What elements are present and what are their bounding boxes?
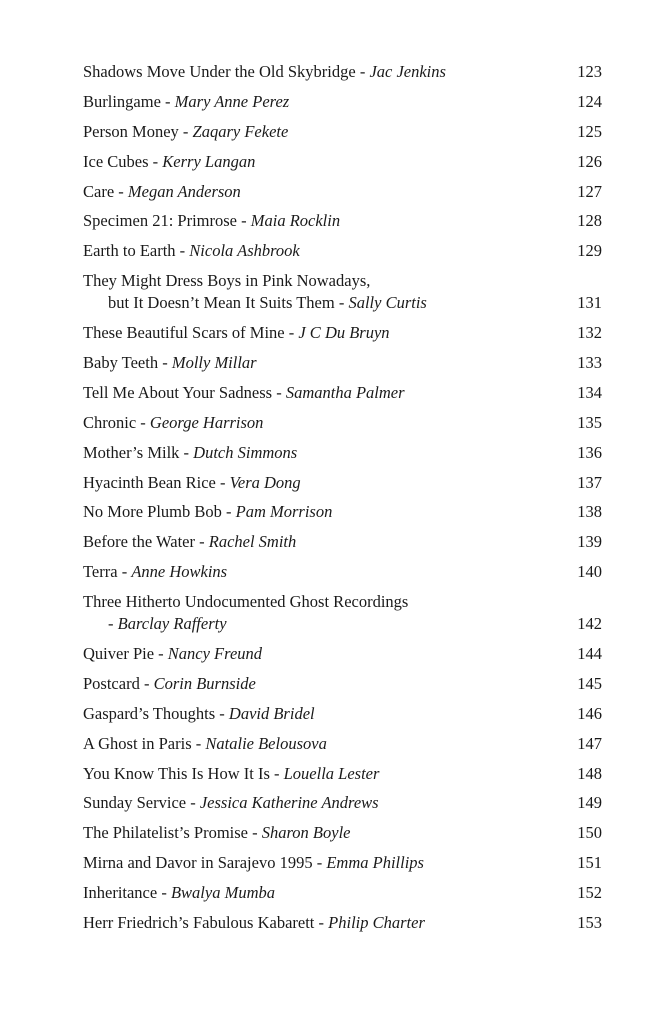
toc-entry-line	[83, 561, 602, 583]
toc-entry-separator: -	[154, 644, 168, 664]
toc-entry	[83, 151, 602, 173]
toc-entry-author: Sharon Boyle	[261, 823, 351, 843]
toc-entry-author: Natalie Belousova	[205, 733, 327, 753]
toc-entry-separator: -	[236, 211, 251, 231]
toc-entry-title: Baby Teeth	[83, 353, 159, 373]
toc-entry-page-number: 132	[577, 323, 602, 343]
toc-entry-page-number: 135	[577, 412, 602, 432]
toc-entry	[83, 121, 602, 143]
toc-entry-line	[83, 763, 602, 785]
toc-entry-author: Megan Anderson	[127, 181, 241, 201]
toc-entry-line	[83, 792, 602, 814]
toc-entry-separator: -	[158, 353, 172, 373]
toc-entry-separator: -	[215, 472, 230, 492]
toc-entry-author: Zaqary Fekete	[192, 121, 289, 141]
toc-entry-author: Nancy Freund	[167, 644, 263, 664]
toc-entry	[83, 763, 602, 785]
toc-entry-separator: -	[157, 883, 171, 903]
toc-entry-author: Maia Rocklin	[250, 211, 341, 231]
toc-entry-separator: -	[175, 241, 190, 261]
toc-entry-title: Ice Cubes	[83, 151, 149, 171]
toc-entry-separator: -	[191, 733, 206, 753]
toc-entry	[83, 733, 602, 755]
toc-entry-line-continued	[83, 613, 602, 635]
toc-entry-page-number: 133	[577, 353, 602, 373]
toc-entry	[83, 412, 602, 434]
toc-entry	[83, 322, 602, 344]
toc-entry-page-number: 136	[577, 442, 602, 462]
toc-entry-title: Three Hitherto Undocumented Ghost Recordings	[83, 592, 409, 612]
toc-entry-page-number: 123	[577, 62, 602, 81]
toc-entry	[83, 270, 602, 314]
toc-entry-title: Specimen 21: Primrose	[83, 211, 237, 231]
toc-entry-line	[83, 852, 602, 874]
toc-entry	[83, 61, 602, 83]
toc-entry-author: Molly Millar	[171, 353, 257, 373]
toc-entry-author: Jac Jenkins	[369, 62, 446, 81]
toc-entry-separator: -	[272, 382, 286, 402]
toc-entry-page-number: 134	[577, 382, 602, 402]
toc-entry	[83, 822, 602, 844]
toc-entry-title: Earth to Earth	[83, 241, 176, 261]
toc-entry-title: Care	[83, 181, 115, 201]
toc-entry-line-continued	[83, 292, 602, 314]
toc-entry-line	[83, 703, 602, 725]
toc-entry-author: Sally Curtis	[348, 293, 427, 313]
toc-entry	[83, 703, 602, 725]
toc-entry-title: You Know This Is How It Is	[83, 763, 270, 783]
toc-entry-line	[83, 121, 602, 143]
toc-entry-page-number: 145	[577, 673, 602, 693]
toc-entry-author: Corin Burnside	[153, 673, 256, 693]
toc-entry	[83, 501, 602, 523]
toc-entry-page-number: 128	[577, 211, 602, 231]
toc-entry-line	[83, 912, 602, 934]
toc-entry-title: Inheritance	[83, 883, 158, 903]
toc-entry-separator: -	[194, 532, 209, 552]
toc-entry-page-number: 153	[577, 913, 602, 933]
toc-entry-separator: -	[148, 151, 163, 171]
toc-entry-page-number: 149	[577, 793, 602, 813]
toc-entry-separator: -	[178, 121, 193, 141]
toc-entry-line	[83, 352, 602, 374]
toc-entry-title: Shadows Move Under the Old Skybridge	[83, 62, 356, 81]
toc-entry-title: Postcard	[83, 673, 140, 693]
toc-entry	[83, 531, 602, 553]
toc-entry-title: Tell Me About Your Sadness	[83, 382, 273, 402]
toc-entry-page-number: 126	[577, 151, 602, 171]
toc-entry-line	[83, 322, 602, 344]
toc-entry-title: A Ghost in Paris	[83, 733, 192, 753]
toc-entry-line	[83, 882, 602, 904]
toc-entry-separator: -	[108, 614, 118, 634]
toc-entry-author: Pam Morrison	[235, 502, 333, 522]
toc-entry-line	[83, 412, 602, 434]
toc-entry-author: Vera Dong	[229, 472, 301, 492]
toc-entry-author: George Harrison	[149, 412, 264, 432]
toc-entry-title-continued: but It Doesn’t Mean It Suits Them	[108, 293, 335, 313]
toc-entry	[83, 561, 602, 583]
toc-entry-title: Sunday Service	[83, 793, 187, 813]
toc-entry-separator: -	[179, 442, 194, 462]
toc-entry	[83, 852, 602, 874]
toc-entry	[83, 472, 602, 494]
toc-entry-author: Kerry Langan	[162, 151, 256, 171]
toc-entry-page-number: 147	[577, 733, 602, 753]
toc-entry-author: J C Du Bruyn	[298, 323, 390, 343]
toc-entry	[83, 240, 602, 262]
toc-entry-title: They Might Dress Boys in Pink Nowadays,	[83, 271, 371, 291]
toc-entry-line	[83, 210, 602, 232]
toc-entry	[83, 181, 602, 203]
table-of-contents	[83, 61, 602, 942]
toc-entry-author: Louella Lester	[283, 763, 380, 783]
toc-entry-page-number: 127	[577, 181, 602, 201]
toc-entry-author: Nicola Ashbrook	[189, 241, 300, 261]
toc-entry-page-number: 146	[577, 703, 602, 723]
toc-entry-page-number: 150	[577, 823, 602, 843]
toc-entry-page-number: 140	[577, 562, 602, 582]
toc-entry-author: David Bridel	[228, 703, 315, 723]
toc-entry-line	[83, 181, 602, 203]
toc-entry-line	[83, 531, 602, 553]
toc-entry-title: No More Plumb Bob	[83, 502, 222, 522]
toc-entry-title: Herr Friedrich’s Fabulous Kabarett	[83, 913, 315, 933]
toc-entry-separator: -	[312, 853, 327, 873]
toc-entry-separator: -	[334, 293, 349, 313]
toc-entry-separator: -	[314, 913, 329, 933]
toc-entry-author: Samantha Palmer	[285, 382, 405, 402]
toc-entry-separator: -	[139, 673, 154, 693]
toc-entry-page-number: 131	[577, 293, 602, 313]
toc-entry-title: These Beautiful Scars of Mine	[83, 323, 285, 343]
toc-entry-separator: -	[114, 181, 128, 201]
toc-entry-separator: -	[117, 562, 132, 582]
toc-entry-author: Emma Phillips	[326, 853, 424, 873]
toc-entry-title: Mirna and Davor in Sarajevo 1995	[83, 853, 313, 873]
toc-entry-line	[83, 673, 602, 695]
toc-entry-author: Jessica Katherine Andrews	[199, 793, 379, 813]
toc-entry-page-number: 144	[577, 644, 602, 664]
toc-entry-separator: -	[269, 763, 284, 783]
toc-entry-page-number: 125	[577, 121, 602, 141]
toc-entry	[83, 643, 602, 665]
toc-entry-separator: -	[136, 412, 150, 432]
toc-entry	[83, 210, 602, 232]
toc-entry-separator: -	[215, 703, 229, 723]
toc-entry-title: Person Money	[83, 121, 179, 141]
toc-entry-separator: -	[186, 793, 200, 813]
toc-entry-title: Mother’s Milk	[83, 442, 180, 462]
toc-entry-title: Terra	[83, 562, 118, 582]
toc-entry-author: Dutch Simmons	[193, 442, 298, 462]
toc-entry-author: Anne Howkins	[131, 562, 228, 582]
toc-entry-line	[83, 382, 602, 404]
toc-entry-page-number: 137	[577, 472, 602, 492]
toc-entry-page-number: 124	[577, 91, 602, 111]
toc-entry-separator: -	[221, 502, 236, 522]
toc-entry-line	[83, 591, 602, 613]
toc-entry-line	[83, 91, 602, 113]
toc-entry	[83, 912, 602, 934]
toc-entry-page-number: 152	[577, 883, 602, 903]
toc-entry-line	[83, 61, 602, 83]
toc-entry-author: Mary Anne Perez	[174, 91, 290, 111]
toc-entry-line	[83, 501, 602, 523]
toc-entry-title: Burlingame	[83, 91, 161, 111]
toc-entry-page-number: 151	[577, 853, 602, 873]
toc-entry-separator: -	[248, 823, 262, 843]
toc-entry-line	[83, 151, 602, 173]
toc-entry-separator: -	[160, 91, 175, 111]
toc-entry-author: Rachel Smith	[208, 532, 297, 552]
toc-entry-author: Bwalya Mumba	[170, 883, 275, 903]
toc-entry-page-number: 142	[577, 614, 602, 634]
toc-entry	[83, 352, 602, 374]
toc-entry-title: The Philatelist’s Promise	[83, 823, 248, 843]
toc-entry-title: Quiver Pie	[83, 644, 155, 664]
toc-entry	[83, 591, 602, 635]
toc-entry-line	[83, 240, 602, 262]
toc-entry-line	[83, 270, 602, 292]
toc-entry-page-number: 148	[577, 763, 602, 783]
toc-entry-line	[83, 442, 602, 464]
toc-entry	[83, 792, 602, 814]
toc-entry-line	[83, 733, 602, 755]
toc-entry-line	[83, 643, 602, 665]
toc-entry-page-number: 139	[577, 532, 602, 552]
toc-entry	[83, 673, 602, 695]
toc-entry-author: Barclay Rafferty	[117, 614, 227, 634]
toc-entry-title: Before the Water	[83, 532, 195, 552]
toc-entry-title: Chronic	[83, 412, 137, 432]
toc-entry-line	[83, 822, 602, 844]
toc-entry-page-number: 138	[577, 502, 602, 522]
toc-entry	[83, 882, 602, 904]
toc-entry-separator: -	[284, 323, 299, 343]
toc-entry-line	[83, 472, 602, 494]
toc-entry	[83, 91, 602, 113]
toc-entry	[83, 382, 602, 404]
toc-entry-separator: -	[355, 62, 370, 81]
toc-entry-title: Hyacinth Bean Rice	[83, 472, 216, 492]
toc-entry-title: Gaspard’s Thoughts	[83, 703, 216, 723]
toc-entry	[83, 442, 602, 464]
toc-entry-page-number: 129	[577, 241, 602, 261]
toc-entry-author: Philip Charter	[328, 913, 425, 933]
